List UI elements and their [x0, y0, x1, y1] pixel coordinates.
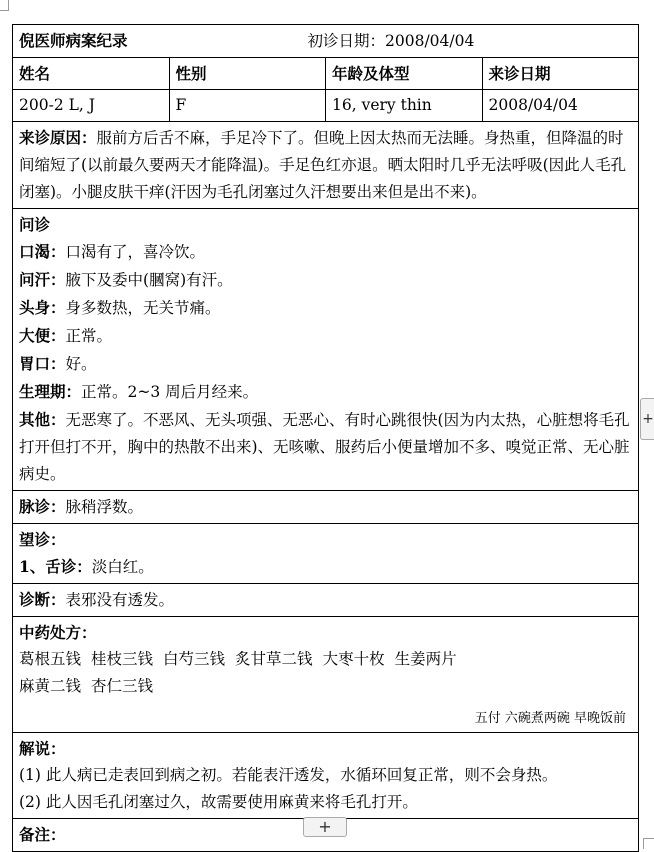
info-header-row: [13, 58, 639, 90]
herb-item: 杏仁三钱: [91, 677, 154, 695]
inquiry-menstruation: [19, 378, 632, 406]
explanation-heading: 解说：: [19, 739, 66, 758]
inquiry-sweat: [19, 266, 632, 294]
value-name[interactable]: 200-2 L, J: [13, 90, 170, 122]
info-value-row: [13, 90, 639, 122]
appetite-label: 胃口：: [19, 354, 66, 373]
prescription-cell[interactable]: [13, 617, 639, 733]
herb-item: 炙甘草二钱: [235, 650, 313, 668]
sweat-text: 腋下及委中(膕窝)有汗。: [65, 271, 233, 289]
inquiry-row: [13, 209, 639, 491]
herb-line-1: [19, 646, 632, 673]
tongue-text: 淡白红。: [91, 558, 154, 576]
dosage-instructions: 五付 六碗煮两碗 早晚饭前: [474, 711, 626, 726]
herb-line-2: [19, 673, 632, 700]
inquiry-heading: 问诊: [19, 215, 51, 234]
explanation-cell[interactable]: [13, 733, 639, 819]
notes-heading: 备注：: [19, 825, 66, 844]
resize-handle[interactable]: [643, 838, 654, 849]
page-corner-top-left: [0, 0, 9, 11]
head-body-text: 身多数热，无关节痛。: [65, 299, 221, 317]
explanation-row: [13, 733, 639, 819]
menstruation-text: 正常。2~3 周后月经来。: [81, 383, 259, 401]
pulse-label: 脉诊：: [19, 497, 66, 516]
diagnosis-label: 诊断：: [19, 590, 66, 609]
value-visit-date[interactable]: 2008/04/04: [482, 90, 639, 122]
sweat-label: 问汗：: [19, 270, 66, 289]
stool-label: 大便：: [19, 326, 66, 345]
inquiry-stool: [19, 322, 632, 350]
inquiry-appetite: [19, 350, 632, 378]
add-column-button[interactable]: +: [640, 398, 654, 440]
case-record-table: [12, 24, 639, 852]
diagnosis-cell[interactable]: [13, 584, 639, 617]
diagnosis-row: [13, 584, 639, 617]
pulse-row: [13, 491, 639, 524]
value-age-build[interactable]: 16, very thin: [326, 90, 483, 122]
title-row: [13, 25, 639, 58]
stool-text: 正常。: [65, 327, 113, 345]
header-visit-date[interactable]: 来诊日期: [482, 58, 639, 90]
herb-item: 葛根五钱: [19, 650, 82, 668]
tongue-diagnosis: [19, 553, 632, 581]
thirst-text: 口渴有了，喜冷饮。: [65, 243, 206, 261]
reason-cell[interactable]: [13, 122, 639, 209]
herb-item: 生姜两片: [394, 650, 457, 668]
prescription-heading: 中药处方：: [19, 623, 97, 642]
add-row-button[interactable]: +: [303, 817, 347, 837]
tongue-label: 1、舌诊：: [19, 557, 92, 576]
other-label: 其他：: [19, 410, 66, 429]
header-age-build[interactable]: 年龄及体型: [326, 58, 483, 90]
head-body-label: 头身：: [19, 298, 66, 317]
menstruation-label: 生理期：: [19, 382, 82, 401]
observation-heading: 望诊：: [19, 530, 66, 549]
inquiry-cell[interactable]: [13, 209, 639, 491]
appetite-text: 好。: [65, 355, 97, 373]
header-name[interactable]: 姓名: [13, 58, 170, 90]
herb-item: 白芍三钱: [163, 650, 226, 668]
herb-item: 桂枝三钱: [91, 650, 154, 668]
other-text: 无恶寒了。不恶风、无头项强、无恶心、有时心跳很快(因为内太热，心脏想将毛孔打开但打不开，胸中的热散不出来)、无咳嗽、服药后小便量增加不多、嗅觉正常、无心脏病史。: [19, 411, 630, 483]
prescription-row: [13, 617, 639, 733]
pulse-text: 脉稍浮数。: [65, 498, 144, 516]
pulse-cell[interactable]: [13, 491, 639, 524]
inquiry-other: [19, 406, 632, 488]
title-cell[interactable]: [13, 25, 639, 58]
header-sex[interactable]: 性别: [169, 58, 326, 90]
herb-item: 麻黄二钱: [19, 677, 82, 695]
explanation-line-2: (2) 此人因毛孔闭塞过久，故需要使用麻黄来将毛孔打开。: [19, 793, 418, 811]
reason-label: 来诊原因：: [19, 128, 97, 147]
first-visit-date: 初诊日期：2008/04/04: [307, 32, 475, 50]
observation-cell[interactable]: [13, 524, 639, 584]
observation-row: [13, 524, 639, 584]
value-sex[interactable]: F: [169, 90, 326, 122]
reason-text: 服前方后舌不麻，手足冷下了。但晚上因太热而无法睡。身热重，但降温的时间缩短了(以前最久要两天才能降温)。手足色红亦退。晒太阳时几乎无法呼吸(因此人毛孔闭塞)。小腿皮肤干痒(汗因为毛孔闭塞过久汗想要出来但是出不来)。: [19, 129, 627, 201]
thirst-label: 口渴：: [19, 242, 66, 261]
record-title: 倪医师病案纪录: [19, 31, 128, 50]
herb-item: 大枣十枚: [322, 650, 385, 668]
explanation-line-1: (1) 此人病已走表回到病之初。若能表汗透发，水循环回复正常，则不会身热。: [19, 766, 558, 784]
inquiry-thirst: [19, 238, 632, 266]
diagnosis-text: 表邪没有透发。: [65, 591, 175, 609]
inquiry-head-body: [19, 294, 632, 322]
reason-row: [13, 122, 639, 209]
